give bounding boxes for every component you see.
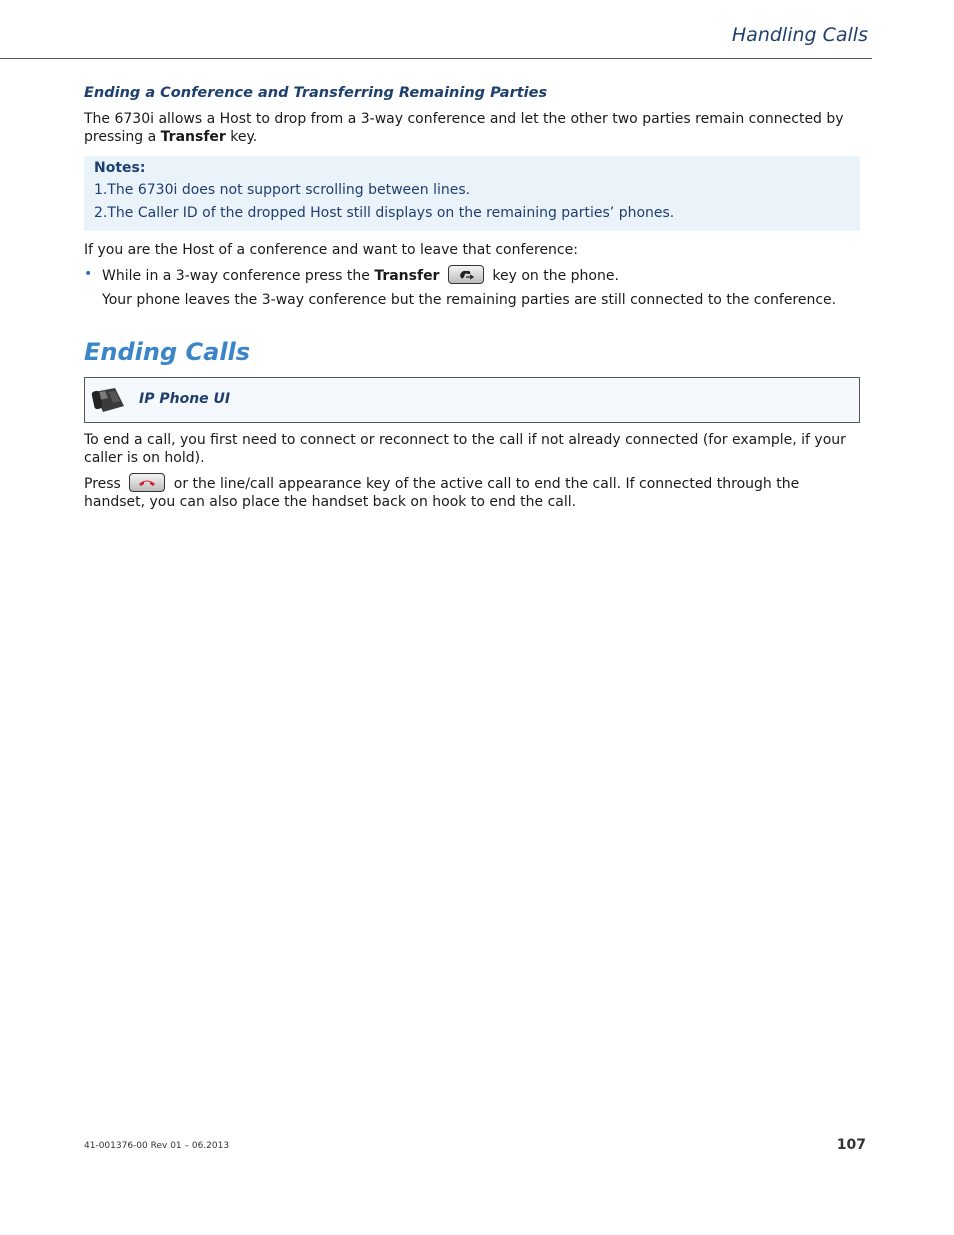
bullet-dot: • [84, 266, 93, 282]
host-paragraph: If you are the Host of a conference and want to leave that conference: [84, 242, 578, 258]
intro-suffix: key. [225, 129, 258, 145]
ending-paragraph-1: To end a call, you first need to connect or reconnect to the call if not already connected (for example, if your caller is on hold). [84, 432, 846, 466]
ending-paragraph-2 [84, 473, 862, 511]
notes-title: Notes: [94, 160, 146, 176]
note-item: 1.The 6730i does not support scrolling between lines. [94, 182, 471, 198]
header-section-title: Handling Calls [731, 24, 868, 46]
press-prefix: Press [84, 476, 126, 492]
intro-transfer-key-label: Transfer [160, 129, 226, 145]
footer-doc-id: 41-001376-00 Rev 01 – 06.2013 [84, 1141, 230, 1151]
desk-phone-icon [91, 386, 127, 419]
bullet-transfer-label: Transfer [374, 268, 440, 284]
transfer-key-icon [448, 265, 484, 284]
intro-text: The 6730i allows a Host to drop from a 3-way conference and let the other two parties remain connected by pressing a [84, 111, 844, 145]
goodbye-key-icon [129, 473, 165, 492]
header-divider [0, 58, 872, 59]
footer-page-number: 107 [836, 1137, 866, 1153]
intro-paragraph [84, 110, 862, 146]
ip-phone-ui-label: IP Phone UI [139, 391, 231, 407]
bullet-suffix: key on the phone. [492, 268, 619, 284]
note-item: 2.The Caller ID of the dropped Host still displays on the remaining parties’ phones. [94, 205, 675, 221]
conference-subheading: Ending a Conference and Transferring Remaining Parties [84, 85, 548, 101]
ip-phone-ui-box [84, 377, 860, 423]
notes-box [84, 156, 860, 231]
ending-calls-heading: Ending Calls [84, 338, 251, 366]
bullet-prefix: While in a 3-way conference press the [102, 268, 375, 284]
page-content [84, 84, 862, 517]
bullet-item [84, 265, 862, 309]
bullet-follow-up: Your phone leaves the 3-way conference but the remaining parties are still connected to the conference. [102, 292, 837, 308]
press-suffix: or the line/call appearance key of the active call to end the call. If connected through the handset, you can also place the handset back on hook to end the call. [84, 476, 800, 510]
